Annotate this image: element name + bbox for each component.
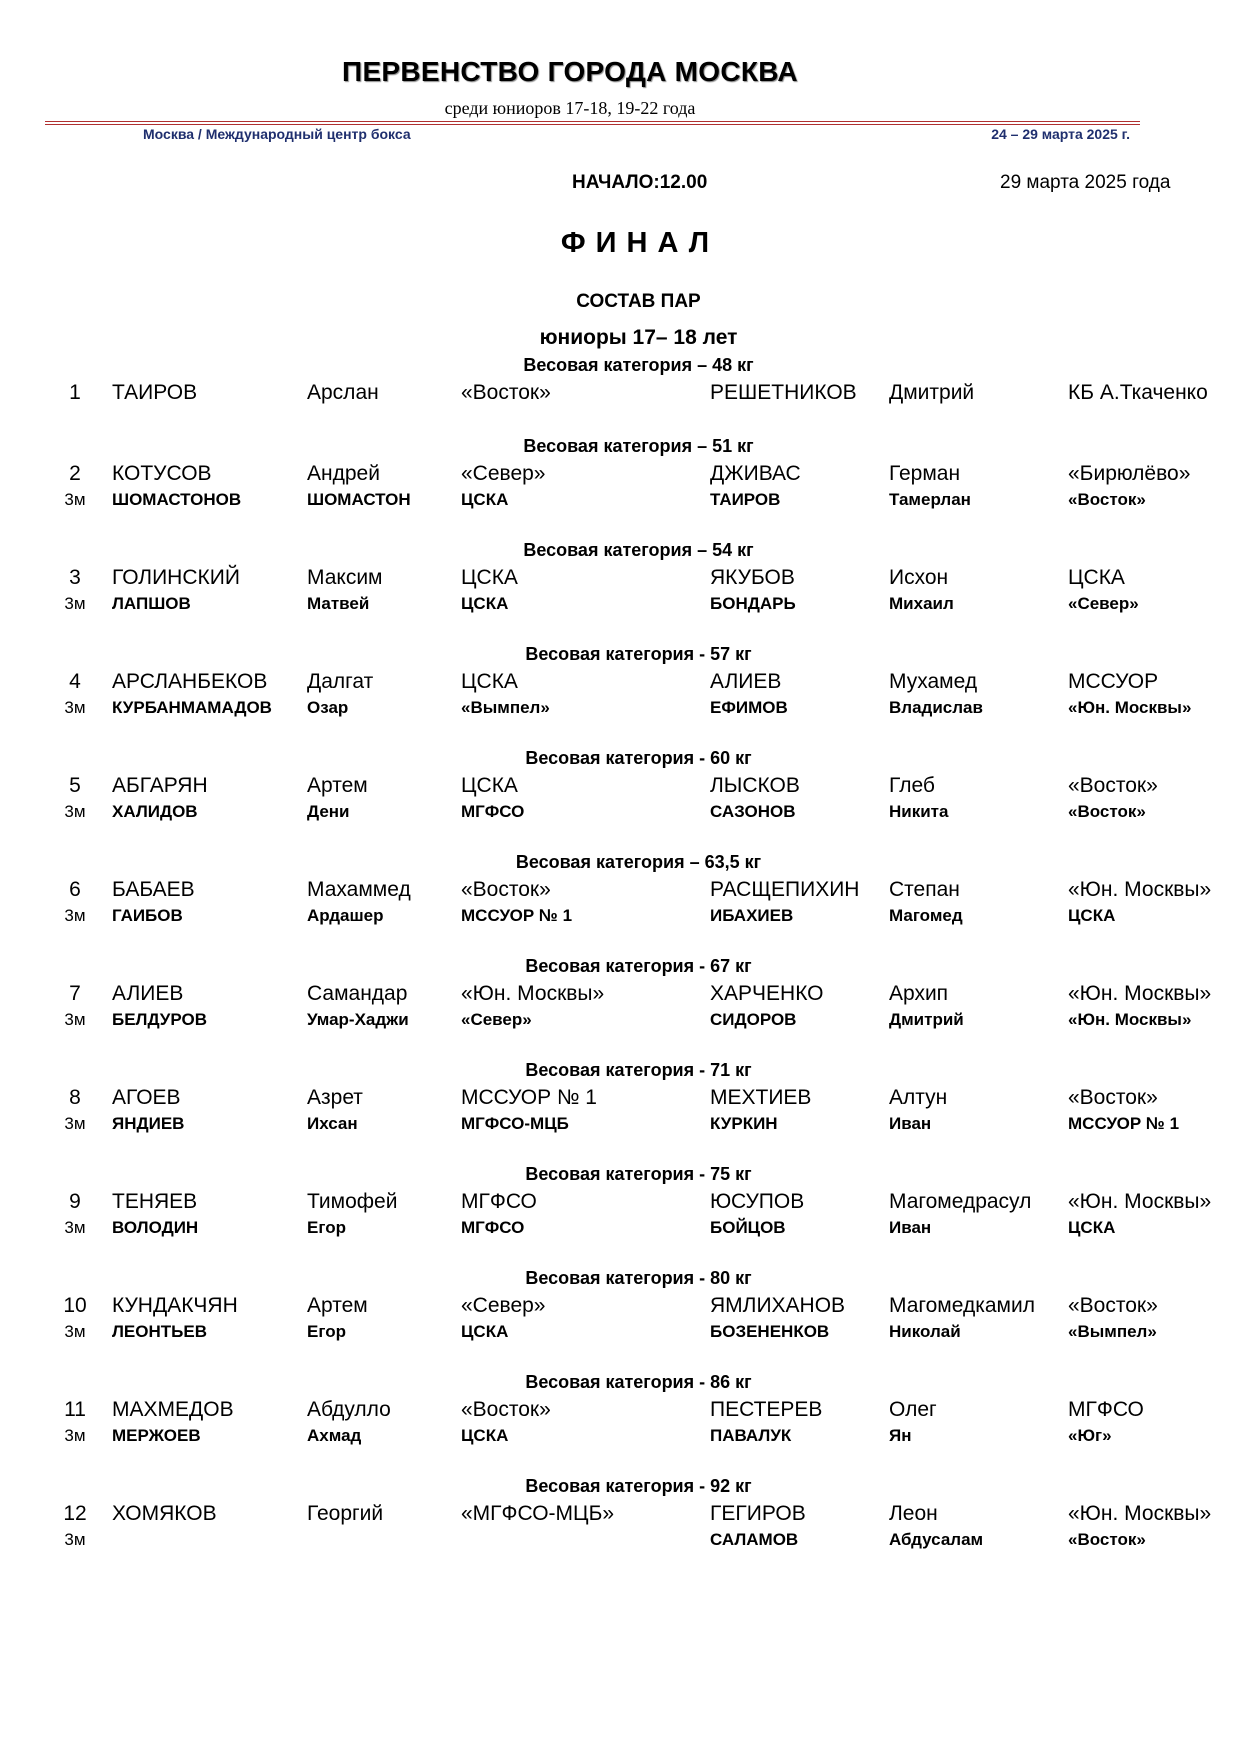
- bout-number: 7: [69, 982, 81, 1005]
- blue-reserve-name: Дмитрий: [889, 1010, 964, 1029]
- red-surname: ХОМЯКОВ: [112, 1502, 217, 1525]
- blue-reserve-team: «Вымпел»: [1068, 1322, 1157, 1341]
- red-reserve-team: «Север»: [461, 1010, 532, 1029]
- red-surname: КОТУСОВ: [112, 462, 212, 485]
- red-surname: АЛИЕВ: [112, 982, 184, 1005]
- blue-team: «Восток»: [1068, 774, 1158, 797]
- weight-category: Весовая категория – 48 кг: [523, 355, 754, 375]
- blue-name: Алтун: [889, 1086, 948, 1109]
- blue-reserve-name: Иван: [889, 1114, 932, 1133]
- red-team: МГФСО: [461, 1190, 537, 1213]
- red-surname: АРСЛАНБЕКОВ: [112, 670, 268, 693]
- reserve-label: 3м: [64, 802, 86, 821]
- red-team: «МГФСО-МЦБ»: [461, 1502, 615, 1525]
- red-team: ЦСКА: [461, 566, 518, 589]
- red-reserve-team: ЦСКА: [461, 1322, 509, 1341]
- red-surname: АГОЕВ: [112, 1086, 181, 1109]
- blue-reserve-surname: ИБАХИЕВ: [710, 906, 794, 925]
- red-name: Далгат: [307, 670, 374, 693]
- bout-number: 2: [69, 462, 81, 485]
- red-team: «Юн. Москвы»: [461, 982, 605, 1005]
- red-reserve-team: «Вымпел»: [461, 698, 550, 717]
- red-name: Тимофей: [307, 1190, 398, 1213]
- red-reserve-name: Ардашер: [307, 906, 384, 925]
- reserve-label: 3м: [64, 594, 86, 613]
- red-reserve-team: ЦСКА: [461, 490, 509, 509]
- bout-number: 9: [69, 1190, 81, 1213]
- blue-name: Леон: [889, 1502, 938, 1525]
- blue-name: Дмитрий: [889, 381, 975, 404]
- blue-reserve-name: Ян: [889, 1426, 912, 1445]
- red-surname: ГОЛИНСКИЙ: [112, 566, 240, 589]
- bout-number: 3: [69, 566, 81, 589]
- bout-number: 11: [64, 1398, 86, 1421]
- red-reserve-name: Ахмад: [307, 1426, 362, 1445]
- bout-row: [0, 670, 1241, 694]
- blue-reserve-surname: ЕФИМОВ: [710, 698, 788, 717]
- weight-category: Весовая категория – 54 кг: [523, 540, 754, 560]
- weight-category: Весовая категория - 86 кг: [525, 1372, 752, 1392]
- blue-surname: ХАРЧЕНКО: [710, 982, 824, 1005]
- bout-number: 4: [69, 670, 81, 693]
- reserve-row: [0, 1010, 1241, 1034]
- red-reserve-surname: ШОМАСТОНОВ: [112, 490, 242, 509]
- red-team: «Восток»: [461, 878, 551, 901]
- weight-category: Весовая категория - 60 кг: [525, 748, 752, 768]
- red-surname: БАБАЕВ: [112, 878, 195, 901]
- reserve-row: [0, 1322, 1241, 1346]
- red-reserve-team: МССУОР № 1: [461, 906, 573, 925]
- red-reserve-team: ЦСКА: [461, 1426, 509, 1445]
- doc-subtitle: среди юниоров 17-18, 19-22 года: [444, 98, 696, 118]
- blue-reserve-name: Николай: [889, 1322, 961, 1341]
- blue-reserve-team: «Юн. Москвы»: [1068, 1010, 1192, 1029]
- reserve-label: 3м: [64, 698, 86, 717]
- reserve-row: [0, 1114, 1241, 1138]
- blue-name: Архип: [889, 982, 949, 1005]
- blue-reserve-surname: БОНДАРЬ: [710, 594, 796, 613]
- red-reserve-name: Озар: [307, 698, 349, 717]
- blue-team: МССУОР: [1068, 670, 1159, 693]
- red-name: Артем: [307, 1294, 368, 1317]
- red-reserve-team: ЦСКА: [461, 594, 509, 613]
- red-name: Георгий: [307, 1502, 384, 1525]
- blue-name: Исхон: [889, 566, 949, 589]
- blue-team: «Юн. Москвы»: [1068, 1502, 1212, 1525]
- reserve-label: 3м: [64, 1426, 86, 1445]
- blue-reserve-surname: САЛАМОВ: [710, 1530, 799, 1549]
- blue-reserve-surname: БОЗЕНЕНКОВ: [710, 1322, 830, 1341]
- red-name: Махаммед: [307, 878, 411, 901]
- blue-reserve-name: Никита: [889, 802, 949, 821]
- blue-team: «Юн. Москвы»: [1068, 878, 1212, 901]
- bout-row: [0, 462, 1241, 486]
- blue-team: «Юн. Москвы»: [1068, 1190, 1212, 1213]
- bout-number: 8: [69, 1086, 81, 1109]
- red-surname: АБГАРЯН: [112, 774, 208, 797]
- event-date: 29 марта 2025 года: [1000, 172, 1171, 193]
- red-reserve-name: ШОМАСТОН: [307, 490, 411, 509]
- red-surname: ТАИРОВ: [112, 381, 198, 404]
- blue-name: Олег: [889, 1398, 937, 1421]
- reserve-label: 3м: [64, 1322, 86, 1341]
- red-name: Абдулло: [307, 1398, 391, 1421]
- pairs-title: СОСТАВ ПАР: [576, 291, 701, 312]
- red-name: Артем: [307, 774, 368, 797]
- bout-row: [0, 878, 1241, 902]
- red-reserve-surname: МЕРЖОЕВ: [112, 1426, 201, 1445]
- red-reserve-surname: ВОЛОДИН: [112, 1218, 199, 1237]
- red-surname: ТЕНЯЕВ: [112, 1190, 198, 1213]
- blue-team: ЦСКА: [1068, 566, 1125, 589]
- stage-title: ФИНАЛ: [560, 227, 720, 259]
- blue-reserve-name: Михаил: [889, 594, 954, 613]
- weight-category: Весовая категория - 92 кг: [525, 1476, 752, 1496]
- blue-surname: ЯМЛИХАНОВ: [710, 1294, 846, 1317]
- reserve-label: 3м: [64, 906, 86, 925]
- red-reserve-surname: БЕЛДУРОВ: [112, 1010, 207, 1029]
- red-name: Максим: [307, 566, 383, 589]
- blue-name: Степан: [889, 878, 960, 901]
- red-name: Арслан: [307, 381, 379, 404]
- blue-surname: ГЕГИРОВ: [710, 1502, 806, 1525]
- blue-team: МГФСО: [1068, 1398, 1144, 1421]
- blue-surname: ЯКУБОВ: [710, 566, 795, 589]
- bout-row: [0, 1086, 1241, 1110]
- blue-reserve-surname: СИДОРОВ: [710, 1010, 797, 1029]
- reserve-label: 3м: [64, 1010, 86, 1029]
- red-reserve-surname: ЯНДИЕВ: [112, 1114, 185, 1133]
- red-team: «Север»: [461, 1294, 546, 1317]
- red-reserve-surname: ЛАПШОВ: [112, 594, 191, 613]
- event-dates: 24 – 29 марта 2025 г.: [991, 126, 1130, 142]
- blue-reserve-name: Иван: [889, 1218, 932, 1237]
- red-reserve-surname: ХАЛИДОВ: [112, 802, 198, 821]
- weight-category: Весовая категория - 57 кг: [525, 644, 752, 664]
- reserve-label: 3м: [64, 1218, 86, 1237]
- blue-reserve-name: Тамерлан: [889, 490, 971, 509]
- weight-category: Весовая категория – 63,5 кг: [515, 852, 762, 872]
- blue-reserve-team: ЦСКА: [1068, 906, 1116, 925]
- age-group: юниоры 17– 18 лет: [539, 326, 738, 349]
- red-team: «Восток»: [461, 381, 551, 404]
- blue-reserve-team: ЦСКА: [1068, 1218, 1116, 1237]
- weight-category: Весовая категория - 71 кг: [525, 1060, 752, 1080]
- blue-reserve-name: Магомед: [889, 906, 963, 925]
- blue-surname: МЕХТИЕВ: [710, 1086, 812, 1109]
- weight-category: Весовая категория - 80 кг: [525, 1268, 752, 1288]
- red-surname: МАХМЕДОВ: [112, 1398, 234, 1421]
- blue-surname: ЛЫСКОВ: [710, 774, 800, 797]
- red-reserve-name: Матвей: [307, 594, 370, 613]
- blue-name: Герман: [889, 462, 961, 485]
- bout-row: [0, 774, 1241, 798]
- bout-row: [0, 1294, 1241, 1318]
- blue-reserve-team: «Юг»: [1068, 1426, 1112, 1445]
- blue-team: «Восток»: [1068, 1294, 1158, 1317]
- red-reserve-name: Дени: [307, 802, 350, 821]
- reserve-row: [0, 1426, 1241, 1450]
- blue-reserve-surname: КУРКИН: [710, 1114, 778, 1133]
- blue-reserve-team: МССУОР № 1: [1068, 1114, 1180, 1133]
- bout-row: [0, 982, 1241, 1006]
- blue-reserve-team: «Юн. Москвы»: [1068, 698, 1192, 717]
- bout-number: 6: [69, 878, 81, 901]
- red-reserve-name: Ихсан: [307, 1114, 358, 1133]
- blue-team: КБ А.Ткаченко: [1068, 381, 1208, 404]
- red-name: Андрей: [307, 462, 380, 485]
- bout-number: 10: [63, 1294, 87, 1317]
- blue-reserve-team: «Восток»: [1068, 802, 1146, 821]
- red-reserve-name: Умар-Хаджи: [307, 1010, 409, 1029]
- bout-row: [0, 566, 1241, 590]
- red-surname: КУНДАКЧЯН: [112, 1294, 238, 1317]
- blue-team: «Юн. Москвы»: [1068, 982, 1212, 1005]
- red-team: «Восток»: [461, 1398, 551, 1421]
- weight-category: Весовая категория - 67 кг: [525, 956, 752, 976]
- bout-number: 5: [69, 774, 81, 797]
- red-reserve-surname: КУРБАНМАМАДОВ: [112, 698, 272, 717]
- blue-reserve-team: «Восток»: [1068, 1530, 1146, 1549]
- header-divider: [45, 121, 1140, 125]
- red-team: ЦСКА: [461, 670, 518, 693]
- bout-number: 12: [63, 1502, 87, 1525]
- blue-reserve-team: «Север»: [1068, 594, 1139, 613]
- blue-team: «Восток»: [1068, 1086, 1158, 1109]
- reserve-label: 3м: [64, 490, 86, 509]
- blue-reserve-surname: САЗОНОВ: [710, 802, 796, 821]
- red-name: Самандар: [307, 982, 408, 1005]
- weight-category: Весовая категория – 51 кг: [523, 436, 754, 456]
- red-reserve-team: МГФСО-МЦБ: [461, 1114, 569, 1133]
- reserve-row: [0, 698, 1241, 722]
- red-name: Азрет: [307, 1086, 363, 1109]
- doc-title: ПЕРВЕНСТВО ГОРОДА МОСКВА: [342, 56, 798, 87]
- bout-row: [0, 1398, 1241, 1422]
- red-reserve-team: МГФСО: [461, 1218, 525, 1237]
- start-time: НАЧАЛО:12.00: [572, 172, 708, 193]
- reserve-row: [0, 594, 1241, 618]
- red-reserve-name: Егор: [307, 1218, 346, 1237]
- blue-reserve-name: Абдусалам: [889, 1530, 984, 1549]
- blue-surname: ПЕСТЕРЕВ: [710, 1398, 823, 1421]
- reserve-row: [0, 490, 1241, 514]
- blue-surname: РЕШЕТНИКОВ: [710, 381, 857, 404]
- venue: Москва / Международный центр бокса: [143, 126, 411, 142]
- bout-row: [0, 381, 1241, 405]
- bout-row: [0, 1502, 1241, 1526]
- red-reserve-surname: ГАИБОВ: [112, 906, 183, 925]
- red-team: «Север»: [461, 462, 546, 485]
- red-reserve-name: Егор: [307, 1322, 346, 1341]
- reserve-label: 3м: [64, 1530, 86, 1549]
- reserve-label: 3м: [64, 1114, 86, 1133]
- bout-row: [0, 1190, 1241, 1214]
- red-team: МССУОР № 1: [461, 1086, 597, 1109]
- blue-reserve-name: Владислав: [889, 698, 983, 717]
- blue-reserve-surname: ТАИРОВ: [710, 490, 781, 509]
- red-reserve-surname: ЛЕОНТЬЕВ: [112, 1322, 207, 1341]
- weight-category: Весовая категория - 75 кг: [525, 1164, 752, 1184]
- reserve-row: [0, 1530, 1241, 1554]
- blue-surname: ЮСУПОВ: [710, 1190, 805, 1213]
- blue-reserve-team: «Восток»: [1068, 490, 1146, 509]
- bout-number: 1: [69, 381, 81, 404]
- blue-name: Магомедрасул: [889, 1190, 1032, 1213]
- reserve-row: [0, 802, 1241, 826]
- blue-name: Глеб: [889, 774, 935, 797]
- reserve-row: [0, 1218, 1241, 1242]
- blue-reserve-surname: БОЙЦОВ: [710, 1218, 786, 1237]
- blue-surname: ДЖИВАС: [710, 462, 801, 485]
- blue-team: «Бирюлёво»: [1068, 462, 1191, 485]
- blue-reserve-surname: ПАВАЛУК: [710, 1426, 792, 1445]
- red-reserve-team: МГФСО: [461, 802, 525, 821]
- red-team: ЦСКА: [461, 774, 518, 797]
- blue-name: Магомедкамил: [889, 1294, 1035, 1317]
- blue-name: Мухамед: [889, 670, 978, 693]
- blue-surname: РАСЩЕПИХИН: [710, 878, 860, 901]
- reserve-row: [0, 906, 1241, 930]
- blue-surname: АЛИЕВ: [710, 670, 782, 693]
